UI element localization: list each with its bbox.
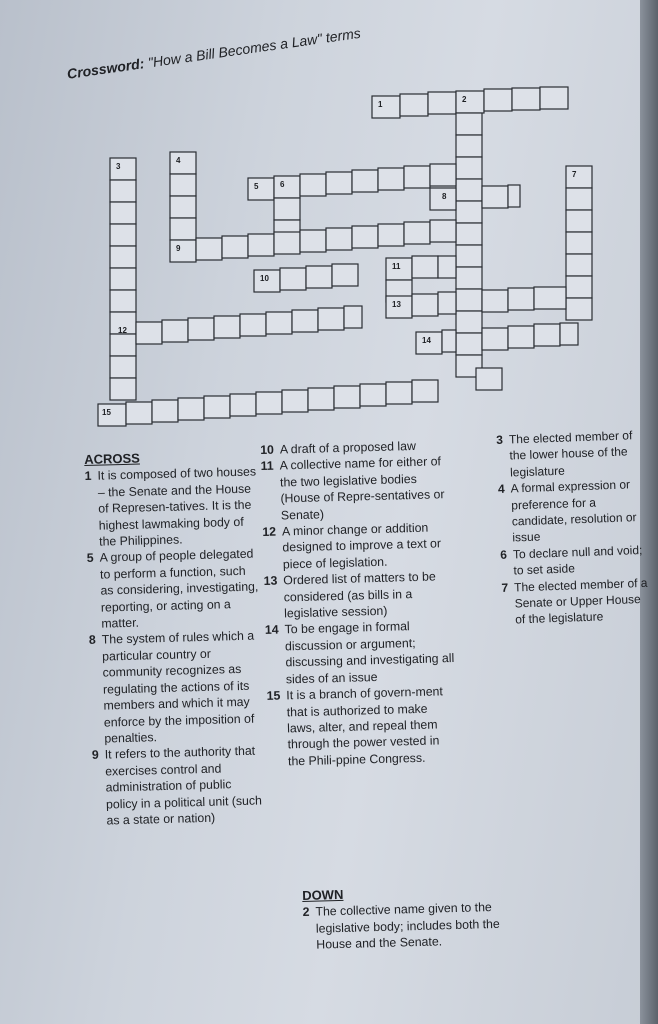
clue-item	[302, 899, 523, 954]
clue-text: The collective name given to the legislative body; includes both the House and the Senate.	[315, 900, 500, 952]
grid-number: 13	[392, 300, 401, 309]
clue-text: To be engage in formal discussion or argument; discussing and investigating all sides of an issue	[284, 619, 455, 687]
clue-text: The elected member of the lower house of the legislature	[508, 428, 633, 480]
grid-number: 11	[392, 262, 401, 271]
clue-item	[266, 683, 458, 770]
clue-number: 7	[501, 580, 509, 595]
grid-number: 12	[118, 326, 127, 335]
down-clues-column	[496, 427, 653, 629]
grid-number: 8	[442, 192, 447, 201]
clue-item	[84, 464, 258, 551]
clue-number: 4	[497, 481, 505, 497]
across-heading: ACROSS	[84, 450, 140, 467]
clue-number: 15	[266, 688, 281, 704]
grid-number: 7	[572, 170, 577, 179]
clue-text: The system of rules which a particular country or community recognizes as regulating the actions of its members and which it may enforce by the imposition of penalties.	[101, 629, 255, 746]
grid-number: 1	[378, 100, 383, 109]
down-clues-block	[302, 882, 524, 953]
clue-text: It is a branch of govern-ment that is authorized to make laws, alter, and repeal them through the power vested in the Phili-ppine Congress.	[286, 684, 443, 769]
clue-item	[87, 546, 261, 633]
grid-number: 6	[280, 180, 285, 189]
clue-item	[498, 476, 650, 547]
grid-number: 2	[462, 95, 467, 104]
clue-number: 9	[91, 748, 99, 763]
clue-text: A group of people delegated to perform a function, such as considering, investigating, reporting, or acting on a matter.	[99, 547, 259, 631]
clue-number: 14	[264, 623, 279, 638]
clue-number: 6	[500, 547, 508, 562]
clue-text: A draft of a proposed law	[279, 438, 417, 457]
clue-item	[89, 628, 264, 747]
clue-item	[265, 617, 457, 688]
clue-number: 5	[86, 551, 94, 566]
clue-item	[496, 427, 648, 481]
clue-text: It is composed of two houses – the Senate and the House of Represen-tatives. It is the highest lawmaking body of the Philippines.	[97, 464, 257, 549]
grid-cells	[98, 87, 592, 426]
clue-item	[262, 519, 453, 573]
clue-item	[263, 568, 454, 622]
title-text: "How a Bill Becomes a Law" terms	[146, 24, 362, 71]
clue-item	[92, 743, 266, 830]
grid-number: 10	[260, 274, 269, 283]
grid-number: 3	[116, 162, 121, 171]
clue-text: A collective name for either of the two legislative bodies (House of Repre-sentatives or Senate)	[279, 454, 445, 523]
crossword-grid	[0, 0, 646, 430]
clue-text: The elected member of a Senate or Upper House of the legislature	[513, 575, 648, 627]
clue-number: 8	[88, 633, 96, 648]
clue-text: A minor change or addition designed to improve a text or piece of legislation.	[281, 520, 442, 572]
clue-number: 11	[260, 459, 274, 474]
clue-item	[500, 542, 651, 580]
down-heading: DOWN	[302, 886, 344, 903]
grid-number: 14	[422, 336, 431, 345]
across-clues-column-1	[84, 447, 266, 829]
clue-text: Ordered list of matters to be considered (as bills in a legislative session)	[283, 569, 436, 621]
clue-number: 13	[263, 573, 278, 589]
clue-number: 12	[262, 524, 277, 539]
grid-number: 4	[176, 156, 181, 165]
clue-number: 1	[84, 469, 92, 484]
clue-item	[501, 574, 653, 628]
clue-number: 3	[496, 432, 504, 447]
clue-text: To declare null and void; to set aside	[512, 542, 643, 578]
grid-number: 15	[102, 408, 111, 417]
clue-text: A formal expression or preference for a candidate, resolution or issue	[510, 477, 637, 545]
clue-text: It refers to the authority that exercises control and administration of public policy in a political unit (such as a state or nation)	[104, 743, 263, 828]
grid-number: 5	[254, 182, 259, 191]
clue-item	[260, 453, 452, 524]
clue-number: 2	[302, 905, 310, 920]
across-clues-column-2	[260, 437, 459, 770]
title-label: Crossword:	[66, 55, 146, 82]
clue-number: 10	[260, 442, 275, 457]
grid-number: 9	[176, 244, 181, 253]
